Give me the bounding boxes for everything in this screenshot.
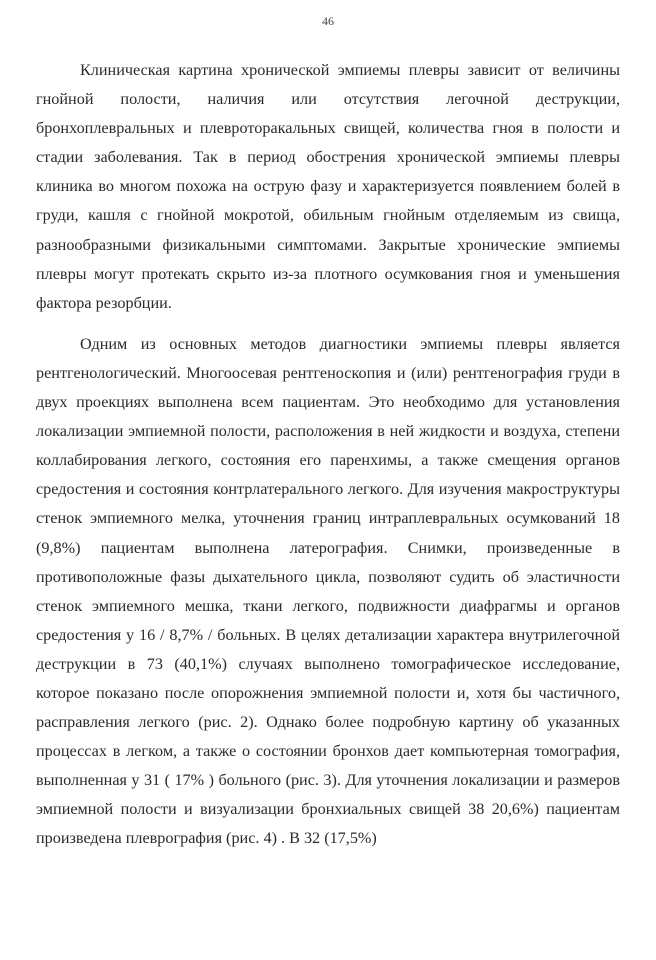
paragraph-clinical-picture: Клиническая картина хронической эмпиемы плевры зависит от величины гнойной полости, наличия или отсутствия легочной деструкции, бронхоплевральных и плевроторакальных свищей, количества гноя в полости и стадии заболевания. Так в период обострения хронической эмпиемы плевры клиника во многом похожа на острую фазу и характеризуется появлением болей в груди, кашля с гнойной мокротой, обильным гнойным отделяемым из свища, разнообразными физикальными симптомами. Закрытые хронические эмпиемы плевры могут протекать скрыто из-за плотного осумкования гноя и уменьшения фактора резорбции. [36,61,620,312]
paragraph-diagnostics: Одним из основных методов диагностики эмпиемы плевры является рентгенологический. Многоосевая рентгеноскопия и (или) рентгенография груди в двух проекциях выполнена всем пациентам. Это необходимо для установления локализации эмпиемной полости, расположения в ней жидкости и воздуха, степени коллабирования легкого, состояния его паренхимы, а также смещения органов средостения и состояния контрлатерального легкого. Для изучения макроструктуры стенок эмпиемного мелка, уточнения границ интраплевральных осумкований 18 (9,8%) пациентам выполнена латерография. Снимки, произведенные в противоположные фазы дыхательного цикла, позволяют судить об эластичности стенок эмпиемного мешка, ткани легкого, подвижности диафрагмы и органов средостения у 16 / 8,7% / больных. В целях детализации характера внутрилегочной деструкции в 73 (40,1%) случаях выполнено томографическое исследование, которое показано после опорожнения эмпиемной полости и, хотя бы частичного, расправления легкого (рис. 2). Однако более подробную картину об указанных процессах в легком, а также о состоянии бронхов дает компьютерная томография, выполненная у 31 ( 17% ) больного (рис. 3). Для уточнения локализации и размеров эмпиемной полости и визуализации бронхиальных свищей 38 20,6%) пациентам произведена плеврография (рис. 4) . В 32 (17,5%) [36,334,620,848]
page-number: 46 [322,14,334,28]
body-text [36,56,620,854]
